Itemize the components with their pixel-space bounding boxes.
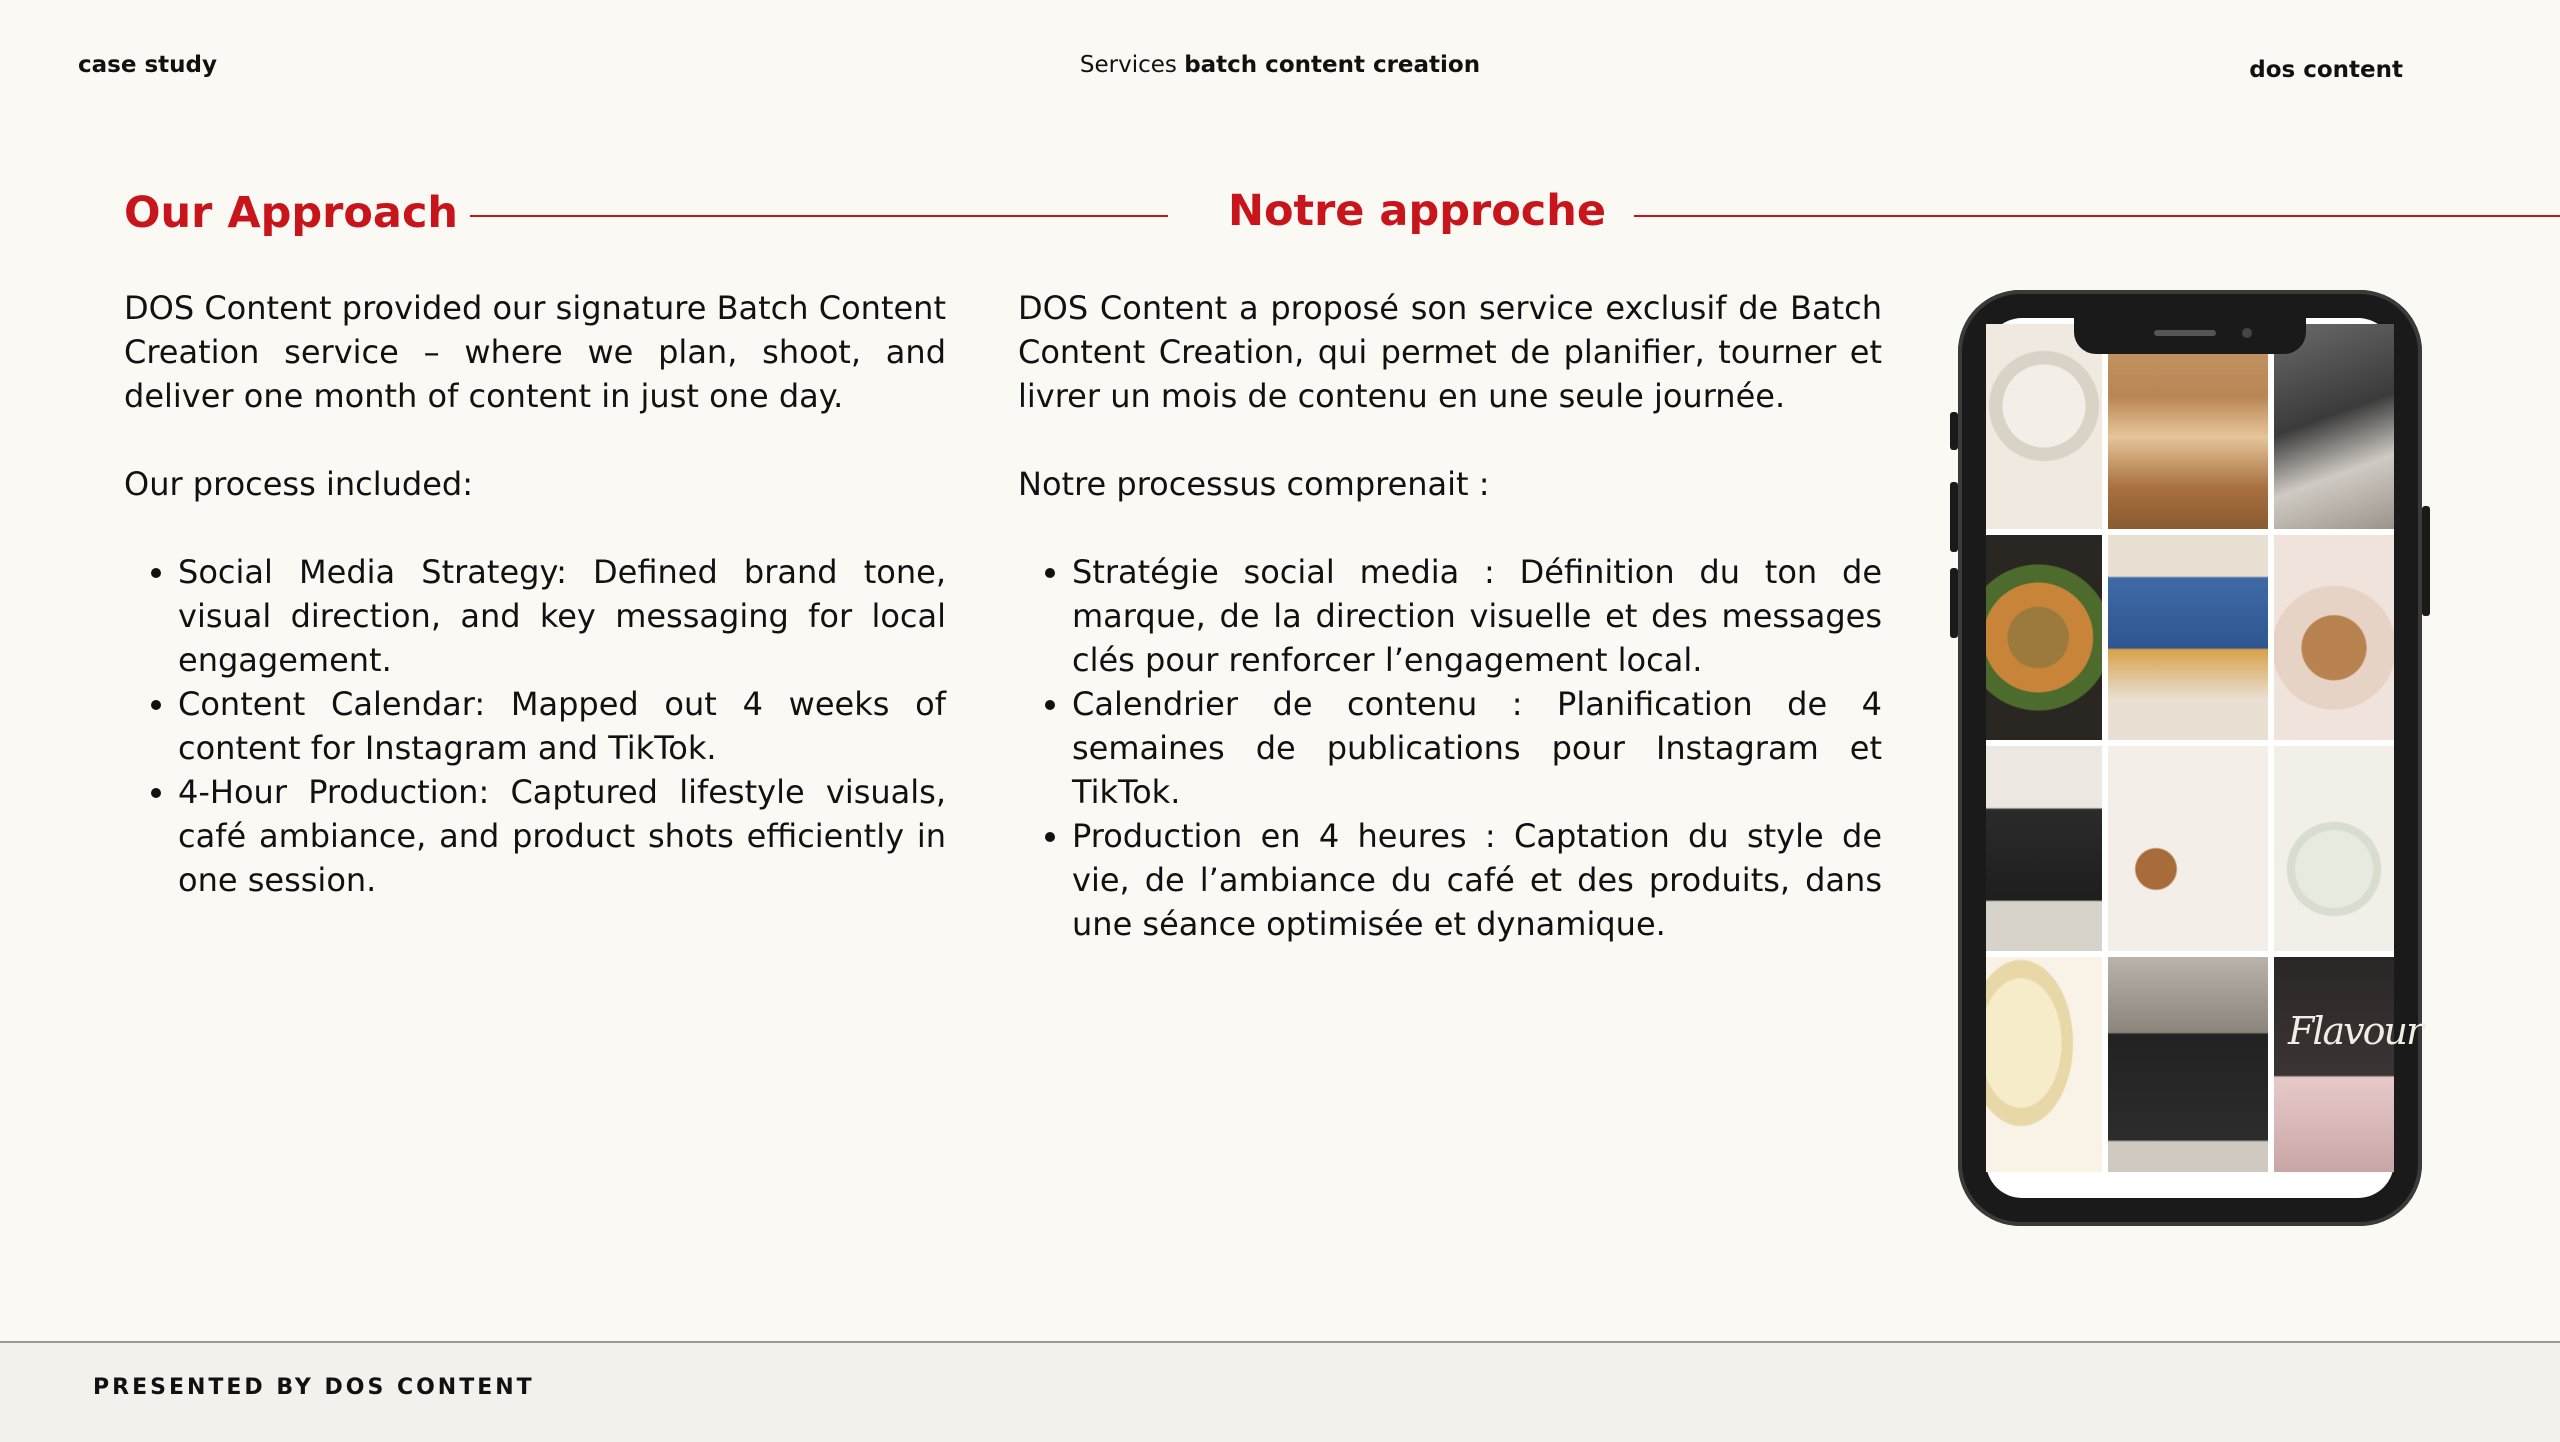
header-services-label: [0, 52, 2560, 78]
french-intro: DOS Content a proposé son service exclusif de Batch Content Creation, qui permet de planifier, tourner et livrer un mois de contenu en une seule journée.: [1018, 289, 1882, 415]
photo-barista-espresso: [2274, 324, 2394, 529]
french-bullet-list: [1018, 550, 1882, 946]
photo-person-holding-drink: [2108, 535, 2268, 740]
footer-bar: [0, 1341, 2560, 1442]
header-services-bold: batch content creation: [1184, 52, 1481, 78]
phone-volume-down-button: [1950, 568, 1958, 638]
phone-notch: [2074, 318, 2306, 354]
photo-pastry-table: [2108, 746, 2268, 951]
photo-cake-plates: [1986, 324, 2102, 529]
phone-mockup: [1958, 290, 2422, 1226]
photo-food-plate: [1986, 535, 2102, 740]
french-bullet-production: • Production en 4 heures : Captation du style de vie, de l’ambiance du café et des produits, dans une séance optimisée et dynamique.: [1072, 814, 1882, 946]
phone-speaker: [2154, 330, 2216, 336]
phone-screen: [1986, 318, 2423, 1198]
french-bullet-calendar: • Calendrier de contenu : Planification de 4 semaines de publications pour Instagram et TikTok.: [1072, 682, 1882, 814]
english-bullet-list: [124, 550, 946, 902]
english-bullet-calendar: • Content Calendar: Mapped out 4 weeks of content for Instagram and TikTok.: [178, 682, 946, 770]
french-title-rule: [1634, 215, 2560, 217]
english-section-title: Our Approach: [124, 188, 459, 238]
french-process-label: Notre processus comprenait :: [1018, 465, 1490, 503]
photo-staff-with-cake: [1986, 746, 2102, 951]
phone-mute-switch: [1950, 412, 1958, 450]
photo-tart-closeup: [1986, 957, 2102, 1172]
english-bullet-production: • 4-Hour Production: Captured lifestyle visuals, café ambiance, and product shots efficiently in one session.: [178, 770, 946, 902]
photo-cookie-stack: [2108, 324, 2268, 529]
storefront-sign-text: Flavour: [2288, 1009, 2423, 1053]
phone-volume-up-button: [1950, 482, 1958, 552]
header-services-prefix: Services: [1079, 52, 1177, 78]
photo-matcha-glass: [2274, 746, 2394, 951]
phone-power-button: [2422, 506, 2430, 616]
english-process-label: Our process included:: [124, 465, 473, 503]
french-column: [1018, 286, 1882, 946]
photo-owner-with-tray: [2108, 957, 2268, 1172]
header-case-study-label: case study: [78, 52, 217, 78]
french-section-title: Notre approche: [1228, 186, 1607, 236]
english-title-rule: [470, 215, 1168, 217]
french-bullet-strategy: • Stratégie social media : Définition du ton de marque, de la direction visuelle et des messages clés pour renforcer l’engagement local.: [1072, 550, 1882, 682]
photo-cookie-on-plate: [2274, 535, 2394, 740]
english-bullet-strategy: • Social Media Strategy: Defined brand tone, visual direction, and key messaging for local engagement.: [178, 550, 946, 682]
header-brand-label: dos content: [2249, 57, 2403, 83]
photo-storefront: [2274, 957, 2423, 1172]
instagram-photo-grid: [1986, 324, 2423, 1184]
english-intro: DOS Content provided our signature Batch Content Creation service – where we plan, shoot, and deliver one month of content in just one day.: [124, 289, 946, 415]
phone-camera-icon: [2242, 328, 2252, 338]
english-column: [124, 286, 946, 902]
footer-presented-by: PRESENTED BY DOS CONTENT: [93, 1375, 535, 1400]
